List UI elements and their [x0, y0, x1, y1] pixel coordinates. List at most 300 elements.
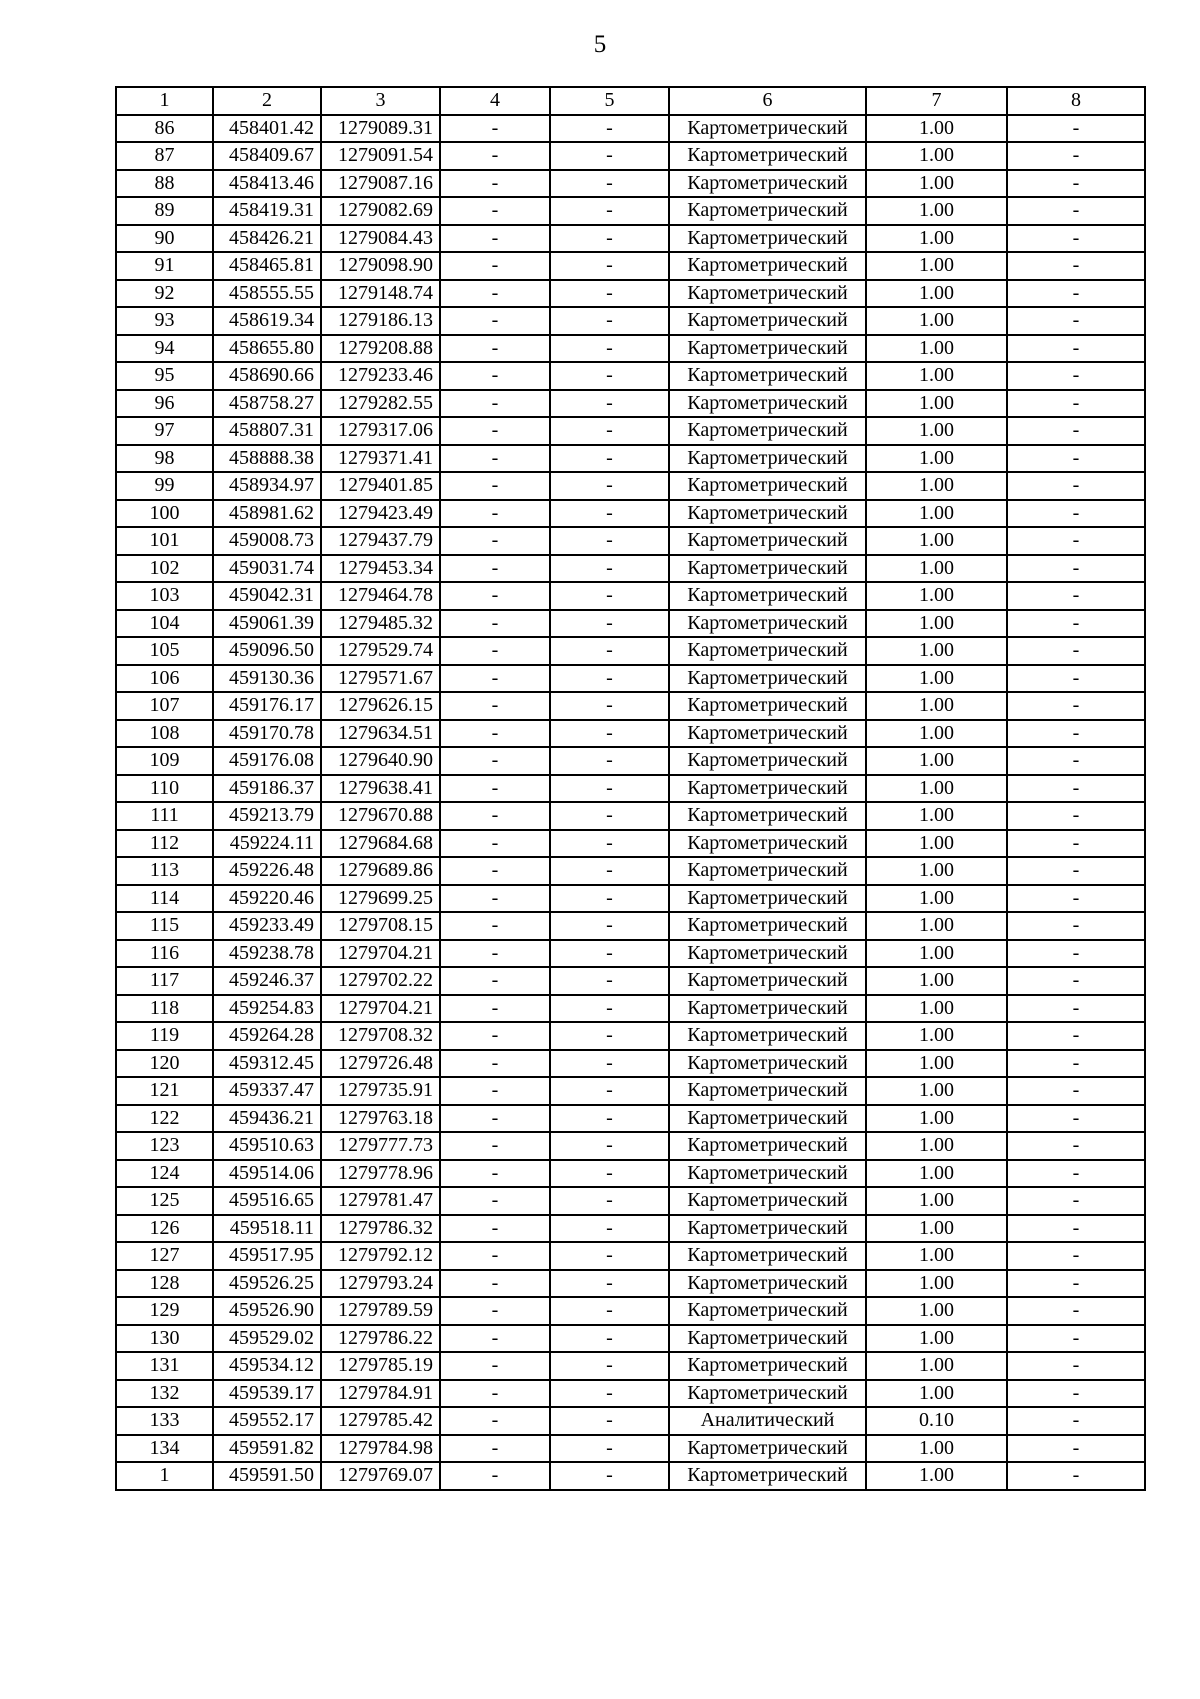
table-row [116, 500, 1145, 528]
coordinate-y-cell: 1279626.15 [321, 692, 440, 720]
col-8-value-cell: - [1007, 1077, 1145, 1105]
table-row [116, 637, 1145, 665]
col-5-value-cell: - [550, 1270, 669, 1298]
col-5-value-cell: - [550, 1297, 669, 1325]
table-row [116, 362, 1145, 390]
col-5-value-cell: - [550, 390, 669, 418]
point-number-cell: 107 [116, 692, 213, 720]
coordinate-y-cell: 1279317.06 [321, 417, 440, 445]
col-5-value-cell: - [550, 857, 669, 885]
col-5-value-cell: - [550, 1352, 669, 1380]
coordinate-y-cell: 1279485.32 [321, 610, 440, 638]
method-cell: Картометрический [669, 252, 866, 280]
coordinate-y-cell: 1279638.41 [321, 775, 440, 803]
method-cell: Картометрический [669, 307, 866, 335]
col-5-value-cell: - [550, 610, 669, 638]
method-cell: Картометрический [669, 335, 866, 363]
coordinate-y-cell: 1279789.59 [321, 1297, 440, 1325]
col-5-value-cell: - [550, 1407, 669, 1435]
col-4-value-cell: - [440, 417, 550, 445]
coordinate-x-cell: 459529.02 [213, 1325, 321, 1353]
accuracy-cell: 1.00 [866, 747, 1007, 775]
coordinate-x-cell: 459238.78 [213, 940, 321, 968]
accuracy-cell: 1.00 [866, 445, 1007, 473]
col-5-value-cell: - [550, 1325, 669, 1353]
coordinate-y-cell: 1279087.16 [321, 170, 440, 198]
coordinate-y-cell: 1279704.21 [321, 940, 440, 968]
col-8-value-cell: - [1007, 1325, 1145, 1353]
coordinate-x-cell: 459516.65 [213, 1187, 321, 1215]
coordinate-x-cell: 458655.80 [213, 335, 321, 363]
table-row [116, 885, 1145, 913]
col-5-value-cell: - [550, 1105, 669, 1133]
accuracy-cell: 1.00 [866, 1050, 1007, 1078]
col-5-value-cell: - [550, 1077, 669, 1105]
point-number-cell: 108 [116, 720, 213, 748]
col-4-value-cell: - [440, 1435, 550, 1463]
col-5-value-cell: - [550, 940, 669, 968]
accuracy-cell: 1.00 [866, 582, 1007, 610]
coordinate-x-cell: 459226.48 [213, 857, 321, 885]
table-row [116, 912, 1145, 940]
coordinate-y-cell: 1279208.88 [321, 335, 440, 363]
coordinate-x-cell: 458409.67 [213, 142, 321, 170]
table-row [116, 747, 1145, 775]
header-cell: 4 [440, 87, 550, 115]
col-4-value-cell: - [440, 1160, 550, 1188]
coordinate-y-cell: 1279670.88 [321, 802, 440, 830]
coordinate-x-cell: 458690.66 [213, 362, 321, 390]
coordinate-x-cell: 458758.27 [213, 390, 321, 418]
coordinate-y-cell: 1279763.18 [321, 1105, 440, 1133]
point-number-cell: 99 [116, 472, 213, 500]
col-4-value-cell: - [440, 1462, 550, 1490]
col-8-value-cell: - [1007, 527, 1145, 555]
method-cell: Картометрический [669, 142, 866, 170]
coordinate-x-cell: 458401.42 [213, 115, 321, 143]
coordinate-y-cell: 1279735.91 [321, 1077, 440, 1105]
coordinate-x-cell: 458807.31 [213, 417, 321, 445]
col-4-value-cell: - [440, 747, 550, 775]
col-8-value-cell: - [1007, 445, 1145, 473]
col-5-value-cell: - [550, 362, 669, 390]
point-number-cell: 124 [116, 1160, 213, 1188]
table-row [116, 417, 1145, 445]
col-4-value-cell: - [440, 1215, 550, 1243]
col-4-value-cell: - [440, 720, 550, 748]
point-number-cell: 93 [116, 307, 213, 335]
col-4-value-cell: - [440, 1325, 550, 1353]
coordinate-x-cell: 459526.25 [213, 1270, 321, 1298]
table-row [116, 1132, 1145, 1160]
col-4-value-cell: - [440, 142, 550, 170]
col-4-value-cell: - [440, 1242, 550, 1270]
coordinate-y-cell: 1279089.31 [321, 115, 440, 143]
coordinate-x-cell: 458419.31 [213, 197, 321, 225]
col-4-value-cell: - [440, 1022, 550, 1050]
table-row [116, 225, 1145, 253]
point-number-cell: 95 [116, 362, 213, 390]
table-row [116, 1105, 1145, 1133]
col-8-value-cell: - [1007, 1270, 1145, 1298]
col-8-value-cell: - [1007, 610, 1145, 638]
method-cell: Картометрический [669, 197, 866, 225]
point-number-cell: 117 [116, 967, 213, 995]
coordinate-x-cell: 459096.50 [213, 637, 321, 665]
table-row [116, 1160, 1145, 1188]
accuracy-cell: 1.00 [866, 885, 1007, 913]
col-5-value-cell: - [550, 1187, 669, 1215]
coordinate-y-cell: 1279699.25 [321, 885, 440, 913]
coordinate-y-cell: 1279282.55 [321, 390, 440, 418]
col-4-value-cell: - [440, 500, 550, 528]
accuracy-cell: 1.00 [866, 610, 1007, 638]
table-row [116, 1022, 1145, 1050]
col-5-value-cell: - [550, 555, 669, 583]
coordinate-x-cell: 459233.49 [213, 912, 321, 940]
col-5-value-cell: - [550, 225, 669, 253]
table-row [116, 665, 1145, 693]
point-number-cell: 125 [116, 1187, 213, 1215]
col-4-value-cell: - [440, 582, 550, 610]
table-row [116, 335, 1145, 363]
col-8-value-cell: - [1007, 335, 1145, 363]
coordinate-x-cell: 458888.38 [213, 445, 321, 473]
col-8-value-cell: - [1007, 692, 1145, 720]
method-cell: Картометрический [669, 445, 866, 473]
accuracy-cell: 1.00 [866, 1270, 1007, 1298]
coordinate-y-cell: 1279084.43 [321, 225, 440, 253]
table-row [116, 1187, 1145, 1215]
col-8-value-cell: - [1007, 1160, 1145, 1188]
point-number-cell: 87 [116, 142, 213, 170]
table-row [116, 1462, 1145, 1490]
point-number-cell: 130 [116, 1325, 213, 1353]
col-8-value-cell: - [1007, 582, 1145, 610]
table-row [116, 390, 1145, 418]
col-8-value-cell: - [1007, 1187, 1145, 1215]
accuracy-cell: 1.00 [866, 692, 1007, 720]
col-8-value-cell: - [1007, 1022, 1145, 1050]
point-number-cell: 134 [116, 1435, 213, 1463]
point-number-cell: 102 [116, 555, 213, 583]
method-cell: Картометрический [669, 692, 866, 720]
col-8-value-cell: - [1007, 885, 1145, 913]
col-4-value-cell: - [440, 802, 550, 830]
coordinate-y-cell: 1279708.15 [321, 912, 440, 940]
method-cell: Картометрический [669, 115, 866, 143]
col-8-value-cell: - [1007, 995, 1145, 1023]
col-5-value-cell: - [550, 335, 669, 363]
coordinate-x-cell: 459534.12 [213, 1352, 321, 1380]
col-8-value-cell: - [1007, 857, 1145, 885]
table-row [116, 142, 1145, 170]
coordinate-y-cell: 1279781.47 [321, 1187, 440, 1215]
accuracy-cell: 1.00 [866, 1352, 1007, 1380]
accuracy-cell: 1.00 [866, 225, 1007, 253]
col-4-value-cell: - [440, 1270, 550, 1298]
accuracy-cell: 1.00 [866, 472, 1007, 500]
point-number-cell: 131 [116, 1352, 213, 1380]
col-5-value-cell: - [550, 1380, 669, 1408]
coordinate-x-cell: 458619.34 [213, 307, 321, 335]
coordinate-y-cell: 1279371.41 [321, 445, 440, 473]
method-cell: Картометрический [669, 1077, 866, 1105]
coordinate-x-cell: 459436.21 [213, 1105, 321, 1133]
table-row [116, 692, 1145, 720]
accuracy-cell: 1.00 [866, 280, 1007, 308]
point-number-cell: 92 [116, 280, 213, 308]
table-row [116, 445, 1145, 473]
col-8-value-cell: - [1007, 252, 1145, 280]
coordinate-x-cell: 459591.82 [213, 1435, 321, 1463]
coordinate-x-cell: 459552.17 [213, 1407, 321, 1435]
col-5-value-cell: - [550, 115, 669, 143]
col-8-value-cell: - [1007, 555, 1145, 583]
accuracy-cell: 1.00 [866, 417, 1007, 445]
accuracy-cell: 1.00 [866, 252, 1007, 280]
method-cell: Картометрический [669, 775, 866, 803]
coordinate-y-cell: 1279634.51 [321, 720, 440, 748]
table-row [116, 472, 1145, 500]
method-cell: Картометрический [669, 1435, 866, 1463]
header-cell: 6 [669, 87, 866, 115]
coordinate-x-cell: 459224.11 [213, 830, 321, 858]
method-cell: Картометрический [669, 967, 866, 995]
col-8-value-cell: - [1007, 720, 1145, 748]
col-4-value-cell: - [440, 995, 550, 1023]
method-cell: Картометрический [669, 995, 866, 1023]
table-row [116, 802, 1145, 830]
col-5-value-cell: - [550, 1462, 669, 1490]
table-row [116, 1297, 1145, 1325]
col-4-value-cell: - [440, 115, 550, 143]
col-8-value-cell: - [1007, 1242, 1145, 1270]
accuracy-cell: 1.00 [866, 637, 1007, 665]
accuracy-cell: 1.00 [866, 142, 1007, 170]
method-cell: Картометрический [669, 830, 866, 858]
table-row [116, 1270, 1145, 1298]
coordinate-y-cell: 1279704.21 [321, 995, 440, 1023]
col-5-value-cell: - [550, 692, 669, 720]
point-number-cell: 106 [116, 665, 213, 693]
method-cell: Картометрический [669, 1242, 866, 1270]
col-8-value-cell: - [1007, 142, 1145, 170]
table-row [116, 197, 1145, 225]
col-5-value-cell: - [550, 417, 669, 445]
col-8-value-cell: - [1007, 830, 1145, 858]
coordinate-y-cell: 1279453.34 [321, 555, 440, 583]
col-4-value-cell: - [440, 307, 550, 335]
method-cell: Картометрический [669, 1105, 866, 1133]
table-row [116, 1215, 1145, 1243]
method-cell: Картометрический [669, 500, 866, 528]
coordinate-y-cell: 1279464.78 [321, 582, 440, 610]
col-5-value-cell: - [550, 582, 669, 610]
col-5-value-cell: - [550, 802, 669, 830]
coordinate-y-cell: 1279437.79 [321, 527, 440, 555]
col-8-value-cell: - [1007, 912, 1145, 940]
header-cell: 2 [213, 87, 321, 115]
table-row [116, 115, 1145, 143]
method-cell: Картометрический [669, 1352, 866, 1380]
col-4-value-cell: - [440, 197, 550, 225]
col-8-value-cell: - [1007, 417, 1145, 445]
method-cell: Картометрический [669, 1160, 866, 1188]
coordinate-x-cell: 459061.39 [213, 610, 321, 638]
col-8-value-cell: - [1007, 1105, 1145, 1133]
point-number-cell: 126 [116, 1215, 213, 1243]
accuracy-cell: 1.00 [866, 555, 1007, 583]
col-5-value-cell: - [550, 527, 669, 555]
table-row [116, 775, 1145, 803]
col-5-value-cell: - [550, 1435, 669, 1463]
accuracy-cell: 1.00 [866, 1380, 1007, 1408]
table-row [116, 1077, 1145, 1105]
coordinate-x-cell: 459591.50 [213, 1462, 321, 1490]
coordinate-x-cell: 459254.83 [213, 995, 321, 1023]
accuracy-cell: 1.00 [866, 830, 1007, 858]
col-8-value-cell: - [1007, 1462, 1145, 1490]
col-4-value-cell: - [440, 885, 550, 913]
accuracy-cell: 1.00 [866, 1435, 1007, 1463]
coordinate-x-cell: 459176.17 [213, 692, 321, 720]
col-8-value-cell: - [1007, 472, 1145, 500]
col-4-value-cell: - [440, 280, 550, 308]
accuracy-cell: 1.00 [866, 1077, 1007, 1105]
header-cell: 1 [116, 87, 213, 115]
table-row [116, 830, 1145, 858]
accuracy-cell: 1.00 [866, 1105, 1007, 1133]
col-4-value-cell: - [440, 1352, 550, 1380]
accuracy-cell: 1.00 [866, 967, 1007, 995]
point-number-cell: 101 [116, 527, 213, 555]
col-4-value-cell: - [440, 335, 550, 363]
accuracy-cell: 1.00 [866, 115, 1007, 143]
method-cell: Картометрический [669, 857, 866, 885]
table-row [116, 720, 1145, 748]
col-4-value-cell: - [440, 912, 550, 940]
col-4-value-cell: - [440, 527, 550, 555]
header-cell: 7 [866, 87, 1007, 115]
col-5-value-cell: - [550, 665, 669, 693]
point-number-cell: 132 [116, 1380, 213, 1408]
accuracy-cell: 1.00 [866, 335, 1007, 363]
table-row [116, 1407, 1145, 1435]
coordinate-y-cell: 1279529.74 [321, 637, 440, 665]
col-5-value-cell: - [550, 197, 669, 225]
point-number-cell: 89 [116, 197, 213, 225]
col-5-value-cell: - [550, 1242, 669, 1270]
col-8-value-cell: - [1007, 1435, 1145, 1463]
method-cell: Картометрический [669, 527, 866, 555]
accuracy-cell: 1.00 [866, 665, 1007, 693]
col-4-value-cell: - [440, 1297, 550, 1325]
method-cell: Картометрический [669, 1380, 866, 1408]
col-8-value-cell: - [1007, 225, 1145, 253]
coordinate-y-cell: 1279571.67 [321, 665, 440, 693]
coordinate-y-cell: 1279684.68 [321, 830, 440, 858]
method-cell: Картометрический [669, 1215, 866, 1243]
col-8-value-cell: - [1007, 1407, 1145, 1435]
point-number-cell: 100 [116, 500, 213, 528]
point-number-cell: 109 [116, 747, 213, 775]
col-5-value-cell: - [550, 1160, 669, 1188]
coordinate-x-cell: 458934.97 [213, 472, 321, 500]
coordinate-y-cell: 1279702.22 [321, 967, 440, 995]
col-5-value-cell: - [550, 995, 669, 1023]
accuracy-cell: 1.00 [866, 170, 1007, 198]
col-4-value-cell: - [440, 1077, 550, 1105]
col-4-value-cell: - [440, 555, 550, 583]
point-number-cell: 116 [116, 940, 213, 968]
col-5-value-cell: - [550, 775, 669, 803]
col-5-value-cell: - [550, 170, 669, 198]
col-5-value-cell: - [550, 747, 669, 775]
table-row [116, 995, 1145, 1023]
table-row [116, 610, 1145, 638]
point-number-cell: 110 [116, 775, 213, 803]
method-cell: Аналитический [669, 1407, 866, 1435]
table-row [116, 252, 1145, 280]
point-number-cell: 104 [116, 610, 213, 638]
method-cell: Картометрический [669, 1050, 866, 1078]
accuracy-cell: 1.00 [866, 720, 1007, 748]
col-4-value-cell: - [440, 1407, 550, 1435]
method-cell: Картометрический [669, 1325, 866, 1353]
accuracy-cell: 1.00 [866, 307, 1007, 335]
col-4-value-cell: - [440, 362, 550, 390]
coordinate-x-cell: 459042.31 [213, 582, 321, 610]
coordinate-y-cell: 1279784.98 [321, 1435, 440, 1463]
coordinate-y-cell: 1279082.69 [321, 197, 440, 225]
header-cell: 8 [1007, 87, 1145, 115]
col-8-value-cell: - [1007, 1297, 1145, 1325]
table-row [116, 1435, 1145, 1463]
coordinate-x-cell: 459337.47 [213, 1077, 321, 1105]
point-number-cell: 94 [116, 335, 213, 363]
coordinate-y-cell: 1279091.54 [321, 142, 440, 170]
col-5-value-cell: - [550, 142, 669, 170]
method-cell: Картометрический [669, 1462, 866, 1490]
coordinate-y-cell: 1279148.74 [321, 280, 440, 308]
coordinate-y-cell: 1279786.32 [321, 1215, 440, 1243]
col-5-value-cell: - [550, 472, 669, 500]
coordinate-x-cell: 459264.28 [213, 1022, 321, 1050]
method-cell: Картометрический [669, 362, 866, 390]
table-row [116, 1380, 1145, 1408]
col-4-value-cell: - [440, 967, 550, 995]
coordinate-x-cell: 458555.55 [213, 280, 321, 308]
col-5-value-cell: - [550, 1215, 669, 1243]
coordinate-x-cell: 459510.63 [213, 1132, 321, 1160]
method-cell: Картометрический [669, 940, 866, 968]
col-8-value-cell: - [1007, 115, 1145, 143]
coordinate-x-cell: 458413.46 [213, 170, 321, 198]
coordinate-y-cell: 1279769.07 [321, 1462, 440, 1490]
coordinate-y-cell: 1279778.96 [321, 1160, 440, 1188]
col-4-value-cell: - [440, 472, 550, 500]
point-number-cell: 91 [116, 252, 213, 280]
coordinate-x-cell: 459312.45 [213, 1050, 321, 1078]
col-4-value-cell: - [440, 1187, 550, 1215]
coordinate-y-cell: 1279708.32 [321, 1022, 440, 1050]
point-number-cell: 96 [116, 390, 213, 418]
col-5-value-cell: - [550, 280, 669, 308]
col-8-value-cell: - [1007, 637, 1145, 665]
header-cell: 5 [550, 87, 669, 115]
col-5-value-cell: - [550, 637, 669, 665]
